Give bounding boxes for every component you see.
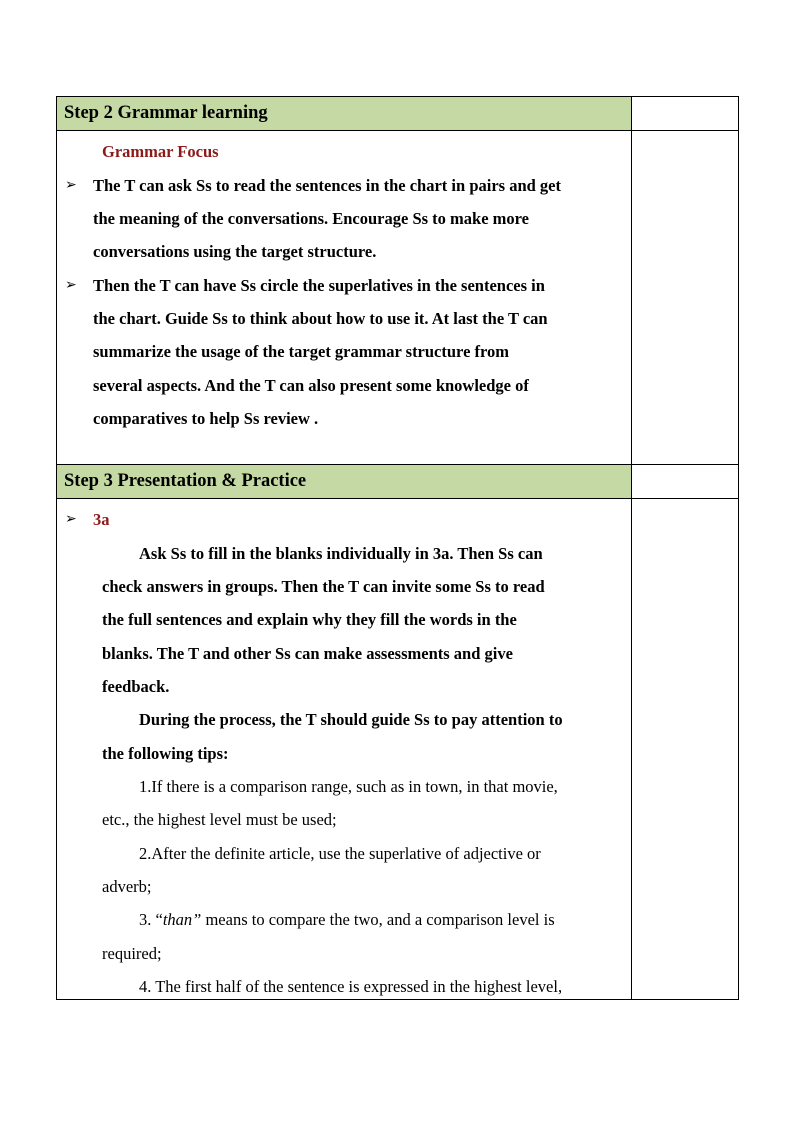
tip3-prefix: 3. “ <box>139 910 163 929</box>
para1-line3: the full sentences and explain why they fill the words in the <box>102 610 517 629</box>
tip3-line1 <box>139 910 555 930</box>
step2-side-cell <box>632 131 739 465</box>
bullet2-line3: summarize the usage of the target grammar structure from <box>93 342 510 361</box>
step3-side-header-cell <box>632 465 739 499</box>
para2-line1: During the process, the T should guide Ss to pay attention to <box>139 710 563 729</box>
bullet1-line2: the meaning of the conversations. Encourage Ss to make more <box>93 209 529 228</box>
bullet1-line3: conversations using the target structure. <box>93 242 377 261</box>
tip2-line1: 2.After the definite article, use the superlative of adjective or <box>139 844 541 863</box>
step2-body-cell <box>57 131 632 465</box>
step3-title: Step 3 Presentation & Practice <box>64 471 307 491</box>
bullet1-line1: The T can ask Ss to read the sentences in the chart in pairs and get <box>93 176 561 195</box>
para1-line1: Ask Ss to fill in the blanks individually in 3a. Then Ss can <box>139 544 543 563</box>
bullet-arrow-icon: ➢ <box>65 278 77 293</box>
step2-title: Step 2 Grammar learning <box>64 103 268 123</box>
activity-3a-label: 3a <box>93 510 110 529</box>
bullet2-line5: comparatives to help Ss review . <box>93 409 319 428</box>
step2-side-header-cell <box>632 97 739 131</box>
tip3-rest: means to compare the two, and a comparison level is <box>201 910 555 929</box>
lesson-plan-table <box>56 96 739 1000</box>
tip3-italic-than: than” <box>162 910 202 929</box>
tip1-line1: 1.If there is a comparison range, such as in town, in that movie, <box>139 777 558 796</box>
tip2-line2: adverb; <box>102 877 152 896</box>
tip4-line1: 4. The first half of the sentence is expressed in the highest level, <box>139 977 563 996</box>
bullet2-line4: several aspects. And the T can also present some knowledge of <box>93 376 529 395</box>
bullet-arrow-icon: ➢ <box>65 512 77 527</box>
step3-header-cell <box>57 465 632 499</box>
step3-side-cell <box>632 499 739 1000</box>
tip3-line2: required; <box>102 944 162 963</box>
para2-line2: the following tips: <box>102 744 229 763</box>
para1-line4: blanks. The T and other Ss can make assessments and give <box>102 644 513 663</box>
step3-body-cell <box>57 499 632 1000</box>
para1-line5: feedback. <box>102 677 170 696</box>
bullet2-line1: Then the T can have Ss circle the superlatives in the sentences in <box>93 276 545 295</box>
bullet-arrow-icon: ➢ <box>65 178 77 193</box>
bullet2-line2: the chart. Guide Ss to think about how to use it. At last the T can <box>93 309 548 328</box>
grammar-focus-heading: Grammar Focus <box>102 142 219 161</box>
step2-header-cell <box>57 97 632 131</box>
para1-line2: check answers in groups. Then the T can invite some Ss to read <box>102 577 545 596</box>
tip1-line2: etc., the highest level must be used; <box>102 810 337 829</box>
